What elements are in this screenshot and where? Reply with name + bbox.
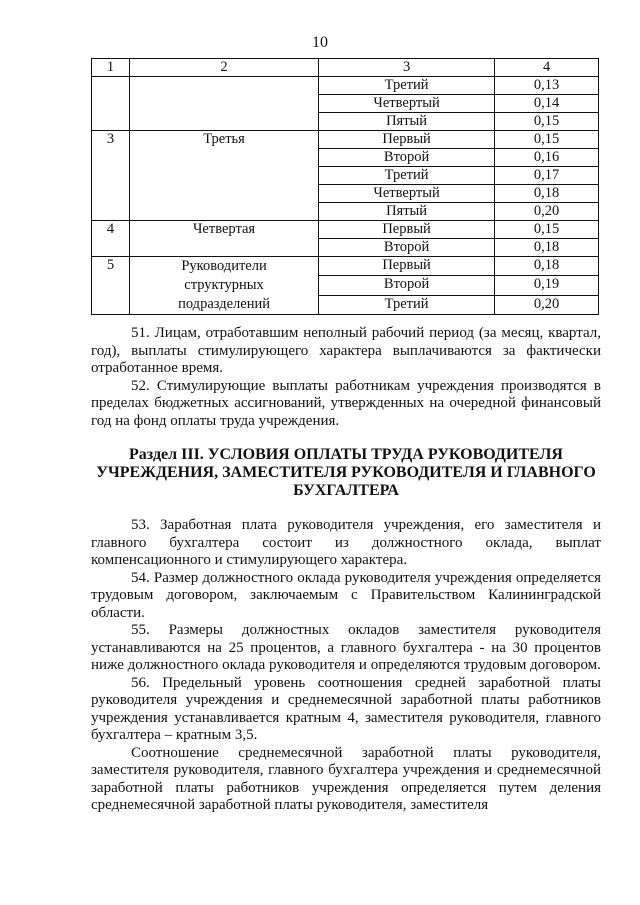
- header-cell: 4: [495, 59, 599, 77]
- value-cell: 0,16: [495, 149, 599, 167]
- paragraph-53: 53. Заработная плата руководителя учреждения, его заместителя и главного бухгалтера состоит из должностного оклада, выплат компенсационного и стимулирующего характера.: [91, 517, 601, 568]
- value-cell: 0,15: [495, 113, 599, 131]
- level-cell: Первый: [318, 221, 494, 239]
- paragraph-52: 52. Стимулирующие выплаты работникам учреждения производятся в пределах бюджетных ассигнований, утвержденных на очередной финансовый год на фонд оплаты труда учреждения.: [91, 377, 601, 429]
- value-cell: 0,18: [495, 257, 599, 276]
- row-number-cell: 4: [92, 221, 130, 257]
- category-cell: Третья: [130, 131, 319, 221]
- paragraph-51: 51. Лицам, отработавшим неполный рабочий период (за месяц, квартал, год), выплаты стимулирующего характера выплачиваются за фактически отработанное время.: [91, 325, 601, 376]
- header-cell: 3: [318, 59, 494, 77]
- value-cell: 0,19: [495, 276, 599, 295]
- level-cell: Второй: [318, 239, 494, 257]
- level-cell: Третий: [318, 167, 494, 185]
- value-cell: 0,20: [495, 203, 599, 221]
- level-cell: Второй: [318, 149, 494, 167]
- value-cell: 0,15: [495, 221, 599, 239]
- value-cell: 0,14: [495, 95, 599, 113]
- value-cell: 0,13: [495, 77, 599, 95]
- table-row: [92, 77, 599, 95]
- value-cell: 0,20: [495, 295, 599, 314]
- paragraph-54: 54. Размер должностного оклада руководителя учреждения определяется трудовым договором, заключаемым с Правительством Калининградской области.: [91, 569, 601, 621]
- level-cell: Первый: [318, 131, 494, 149]
- payment-coefficients-table: [91, 58, 599, 315]
- header-cell: 2: [130, 59, 319, 77]
- level-cell: Третий: [318, 77, 494, 95]
- paragraph-ratio: Соотношение среднемесячной заработной платы руководителя, заместителя руководителя, главного бухгалтера учреждения и среднемесячной заработной платы работников учреждения определяется путем деления среднемесячной заработной платы руководителя, заместителя: [91, 744, 601, 813]
- level-cell: Четвертый: [318, 95, 494, 113]
- row-number-cell: 3: [92, 131, 130, 221]
- level-cell: Пятый: [318, 203, 494, 221]
- page-number: 10: [312, 34, 328, 51]
- level-cell: Пятый: [318, 113, 494, 131]
- section-heading: Раздел III. УСЛОВИЯ ОПЛАТЫ ТРУДА РУКОВОДИТЕЛЯ УЧРЕЖДЕНИЯ, ЗАМЕСТИТЕЛЯ РУКОВОДИТЕЛЯ И ГЛАВНОГО БУХГАЛТЕРА: [96, 446, 596, 499]
- row-number-cell: 5: [92, 257, 130, 315]
- level-cell: Второй: [318, 276, 494, 295]
- level-cell: Первый: [318, 257, 494, 276]
- value-cell: 0,18: [495, 239, 599, 257]
- category-line: Руководители: [181, 258, 267, 274]
- category-cell: [130, 257, 319, 315]
- table-row: [92, 131, 599, 149]
- table-header-row: [92, 59, 599, 77]
- value-cell: 0,15: [495, 131, 599, 149]
- row-number-cell: [92, 77, 130, 131]
- table-row: [92, 221, 599, 239]
- paragraph-55: 55. Размеры должностных окладов заместителя руководителя устанавливаются на 25 процентов, а главного бухгалтера - на 30 процентов ниже должностного оклада руководителя и определяются трудовым договором.: [91, 622, 601, 673]
- category-line: подразделений: [178, 296, 270, 312]
- level-cell: Четвертый: [318, 185, 494, 203]
- category-cell: Четвертая: [130, 221, 319, 257]
- value-cell: 0,18: [495, 185, 599, 203]
- category-cell: [130, 77, 319, 131]
- paragraphs-after-heading: [91, 517, 601, 815]
- value-cell: 0,17: [495, 167, 599, 185]
- table-row: [92, 257, 599, 276]
- level-cell: Третий: [318, 295, 494, 314]
- paragraphs-before-heading: [91, 325, 601, 430]
- category-line: структурных: [184, 277, 264, 293]
- paragraph-56: 56. Предельный уровень соотношения средней заработной платы руководителя учреждения и среднемесячной заработной платы работников учреждения устанавливается кратным 4, заместителя руководителя, главного бухгалтера – кратным 3,5.: [91, 674, 601, 743]
- header-cell: 1: [92, 59, 130, 77]
